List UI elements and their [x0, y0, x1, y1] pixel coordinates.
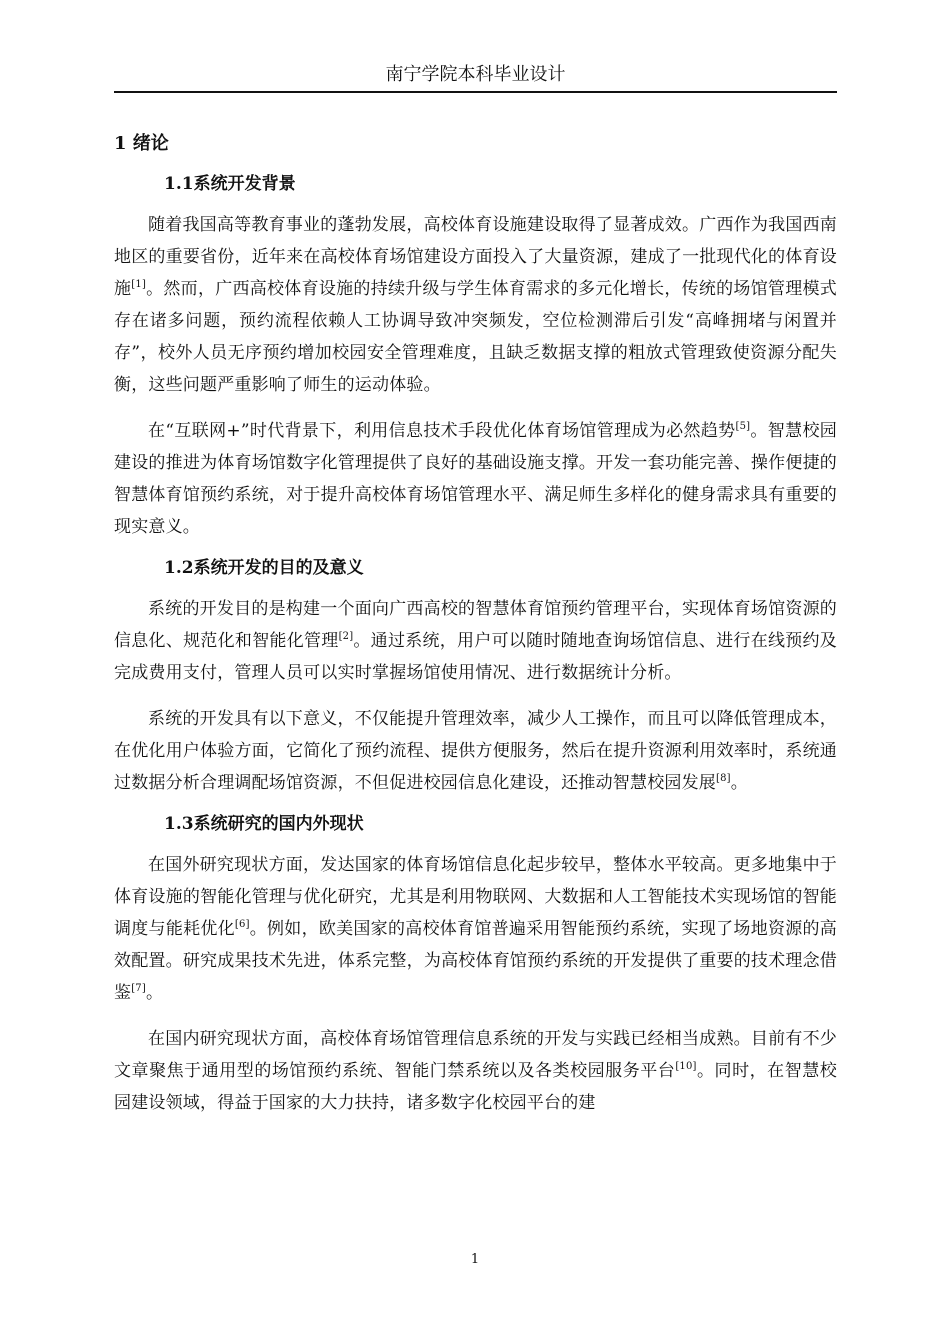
citation-ref: [5] — [735, 421, 751, 432]
chapter-title: 1 绪论 — [114, 133, 169, 154]
page-header-title: 南宁学院本科毕业设计 — [385, 64, 566, 85]
document-body — [114, 129, 837, 1119]
citation-ref: [7] — [131, 983, 146, 994]
text-run: 。智慧校园建设的推进为体育场馆数字化管理提供了良好的基础设施支撑。开发一套功能完善、操作便捷的智慧体育馆预约系统，对于提升高校体育场馆管理水平、满足师生多样化的健身需求具有重要的现实意义。 — [114, 421, 838, 537]
citation-ref: [2] — [338, 631, 354, 642]
text-run: 。 — [730, 773, 748, 793]
text-run: 随着我国高等教育事业的蓬勃发展，高校体育设施建设取得了显著成效。广西作为我国西南地区的重要省份，近年来在高校体育场馆建设方面投入了大量资源，建成了一批现代化的体育设施 — [114, 215, 837, 299]
text-run: 。然而，广西高校体育设施的持续升级与学生体育需求的多元化增长，传统的场馆管理模式存在诸多问题，预约流程依赖人工协调导致冲突频发，空位检测滞后引发“高峰拥堵与闲置并存”，校外人员无序预约增加校园安全管理难度，且缺乏数据支撑的粗放式管理致使资源分配失衡，这些问题严重影响了师生的运动体验。 — [114, 279, 838, 395]
section-title: 1.1系统开发背景 — [164, 174, 296, 194]
paragraph — [114, 415, 837, 543]
citation-ref: [1] — [131, 279, 147, 290]
section-research-status — [114, 809, 837, 1119]
section-purpose — [114, 553, 837, 799]
paragraph — [114, 849, 837, 1009]
header-rule — [114, 91, 837, 93]
text-run: 。 — [145, 983, 164, 1003]
paragraph — [114, 209, 837, 401]
text-run: 。通过系统，用户可以随时随地查询场馆信息、进行在线预约及完成费用支付，管理人员可以实时掌握场馆使用情况、进行数据统计分析。 — [114, 631, 837, 683]
paragraph — [114, 1023, 837, 1119]
section-title: 1.3系统研究的国内外现状 — [164, 814, 364, 834]
page-number: 1 — [470, 1252, 480, 1267]
text-run: 系统的开发具有以下意义，不仅能提升管理效率，减少人工操作，而且可以降低管理成本，在优化用户体验方面，它简化了预约流程、提供方便服务，然后在提升资源利用效率时，系统通过数据分析合理调配场馆资源，不但促进校园信息化建设，还推动智慧校园发展 — [114, 709, 837, 793]
text-run: 在“互联网+”时代背景下，利用信息技术手段优化体育场馆管理成为必然趋势 — [148, 421, 736, 441]
text-run: 系统的开发目的是构建一个面向广西高校的智慧体育馆预约管理平台，实现体育场馆资源的信息化、规范化和智能化管理 — [114, 599, 837, 651]
paragraph — [114, 703, 837, 799]
citation-ref: [10] — [675, 1061, 697, 1072]
citation-ref: [8] — [716, 773, 731, 784]
text-run: 在国内研究现状方面，高校体育场馆管理信息系统的开发与实践已经相当成熟。目前有不少文章聚焦于通用型的场馆预约系统、智能门禁系统以及各类校园服务平台 — [114, 1029, 837, 1081]
section-title: 1.2系统开发的目的及意义 — [164, 558, 364, 578]
text-run: 。同时，在智慧校园建设领域，得益于国家的大力扶持，诸多数字化校园平台的建 — [114, 1061, 837, 1113]
text-run: 。例如，欧美国家的高校体育馆普遍采用智能预约系统，实现了场地资源的高效配置。研究成果技术先进，体系完整，为高校体育馆预约系统的开发提供了重要的技术理念借鉴 — [114, 919, 837, 1003]
paragraph — [114, 593, 837, 689]
citation-ref: [6] — [234, 919, 250, 930]
section-background — [114, 169, 837, 543]
text-run: 在国外研究现状方面，发达国家的体育场馆信息化起步较早，整体水平较高。更多地集中于体育设施的智能化管理与优化研究，尤其是利用物联网、大数据和人工智能技术实现场馆的智能调度与能耗优化 — [114, 855, 837, 939]
